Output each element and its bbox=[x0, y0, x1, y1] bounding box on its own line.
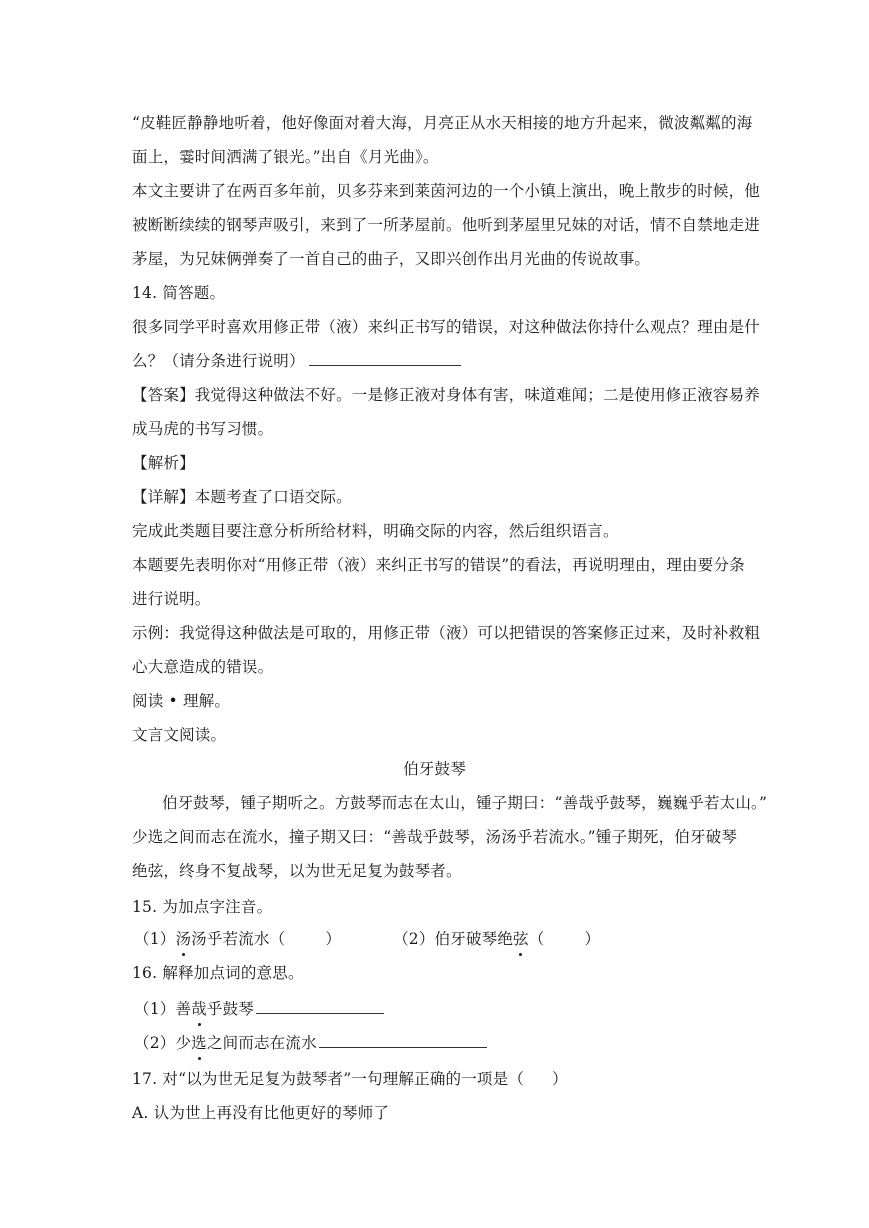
q14-example-line-2: 心大意造成的错误。 bbox=[132, 658, 274, 676]
q14-stem-line-2 bbox=[132, 350, 752, 372]
q15-item1-dotted-char: 汤 bbox=[175, 930, 192, 948]
q15-item2-dotted-char: 弦 bbox=[513, 930, 529, 948]
q16-item1-text: 乎鼓琴 bbox=[206, 1000, 254, 1018]
q14-answer-line-1: 【答案】我觉得这种做法不好。一是修正液对身体有害，味道难闻；二是使用修正液容易养 bbox=[132, 386, 761, 404]
classical-text-line-3: 绝弦，终身不复战琴，以为世无足复为鼓琴者。 bbox=[132, 862, 462, 880]
q17-option-a[interactable]: A. 认为世上再没有比他更好的琴师了 bbox=[132, 1104, 390, 1122]
q16-item-2 bbox=[134, 1032, 754, 1054]
q17-title: 17. 对“以为世无足复为鼓琴者”一句理解正确的一项是（ bbox=[132, 1070, 525, 1088]
q14-stem-line-1: 很多同学平时喜欢用修正带（液）来纠正书写的错误，对这种做法你持什么观点？理由是什 bbox=[132, 318, 761, 336]
q14-requirement-line-2: 进行说明。 bbox=[132, 590, 211, 608]
q16-item1-dotted-char: 哉 bbox=[191, 1000, 207, 1018]
classical-text-title: 伯牙鼓琴 bbox=[403, 760, 466, 778]
q15-item2-open: （ bbox=[528, 930, 545, 948]
passage-summary-line-3: 茅屋，为兄妹俩弹奏了一首自己的曲子，又即兴创作出月光曲的传说故事。 bbox=[132, 250, 651, 268]
q14-answer-blank[interactable] bbox=[309, 351, 461, 366]
q16-item1-prefix: （1）善 bbox=[134, 1000, 192, 1018]
q15-item1-text: 汤乎若流水（ bbox=[191, 930, 286, 948]
q14-analysis-label: 【解析】 bbox=[132, 454, 195, 472]
q15-title: 15. 为加点字注音。 bbox=[132, 898, 273, 916]
reading-sub-heading: 文言文阅读。 bbox=[132, 726, 227, 744]
q14-answer-line-2: 成马虎的书写习惯。 bbox=[132, 420, 274, 438]
q16-item2-dotted-char: 选 bbox=[191, 1034, 207, 1052]
q15-items bbox=[134, 928, 754, 950]
q14-example-line-1: 示例：我觉得这种做法是可取的，用修正带（液）可以把错误的答案修正过来，及时补救粗 bbox=[132, 624, 761, 642]
q14-stem-text: 么？（请分条进行说明） bbox=[132, 352, 305, 370]
q15-item2-text: （2）伯牙破琴绝 bbox=[393, 930, 514, 948]
q14-requirement-line-1: 本题要先表明你对“用修正带（液）来纠正书写的错误”的看法，再说明理由，理由要分条 bbox=[132, 556, 745, 574]
q16-item2-text: 之间而志在流水 bbox=[206, 1034, 317, 1052]
q15-item1-prefix: （1） bbox=[134, 930, 176, 948]
reading-section-heading: 阅读 • 理解。 bbox=[132, 692, 231, 710]
q16-title: 16. 解释加点词的意思。 bbox=[132, 964, 304, 982]
classical-text-line-1: 伯牙鼓琴，锺子期听之。方鼓琴而志在太山，锺子期曰：“善哉乎鼓琴，巍巍乎若太山。” bbox=[162, 794, 768, 812]
q15-item1-close: ） bbox=[325, 930, 342, 948]
q14-detail: 【详解】本题考查了口语交际。 bbox=[132, 488, 352, 506]
q16-item1-blank[interactable] bbox=[256, 999, 384, 1014]
q16-item2-blank[interactable] bbox=[319, 1033, 487, 1048]
q15-item2-close: ） bbox=[584, 930, 601, 948]
q17-title-close: ） bbox=[552, 1070, 568, 1088]
q16-item2-prefix: （2）少 bbox=[134, 1034, 192, 1052]
q17-title-line bbox=[132, 1068, 752, 1090]
passage-quote-line-1: “皮鞋匠静静地听着，他好像面对着大海，月亮正从水天相接的地方升起来，微波粼粼的海 bbox=[132, 114, 753, 132]
q14-method: 完成此类题目要注意分析所给材料，明确交际的内容，然后组织语言。 bbox=[132, 522, 619, 540]
q14-title: 14. 简答题。 bbox=[132, 284, 226, 302]
passage-summary-line-2: 被断断续续的钢琴声吸引，来到了一所茅屋前。他听到茅屋里兄妹的对话，情不自禁地走进 bbox=[132, 216, 761, 234]
q16-item-1 bbox=[134, 998, 754, 1020]
passage-quote-line-2: 面上，霎时间洒满了银光。”出自《月光曲》。 bbox=[132, 148, 439, 166]
passage-summary-line-1: 本文主要讲了在两百多年前，贝多芬来到莱茵河边的一个小镇上演出，晚上散步的时候，他 bbox=[132, 182, 761, 200]
classical-text-line-2: 少选之间而志在流水，撞子期又曰：“善哉乎鼓琴，汤汤乎若流水。”锺子期死，伯牙破琴 bbox=[132, 828, 738, 846]
